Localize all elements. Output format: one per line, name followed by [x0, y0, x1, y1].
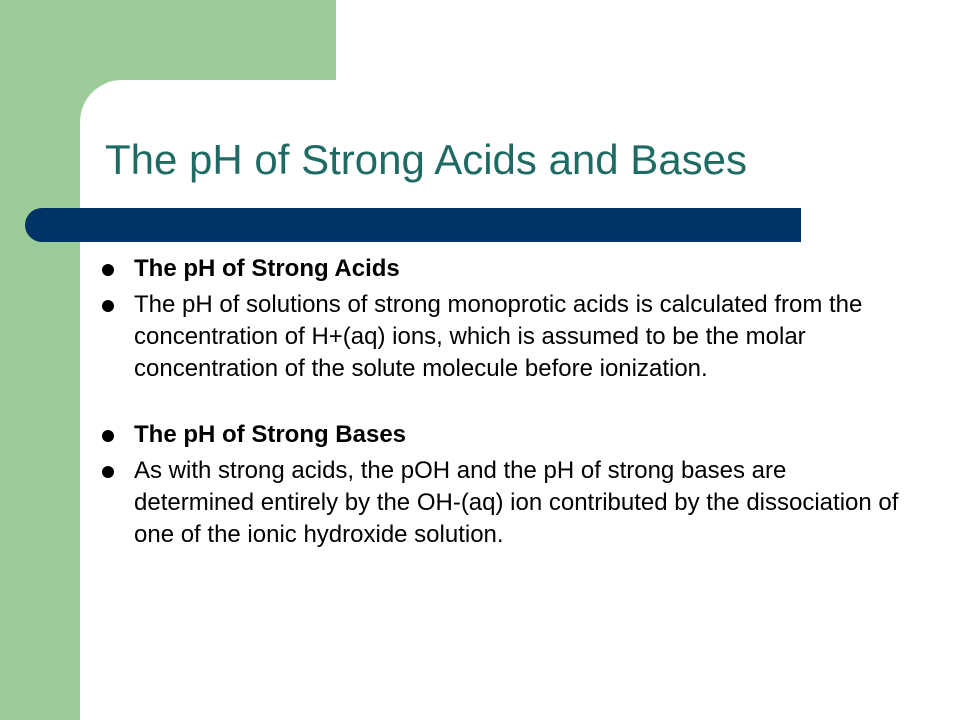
bullet-dot-icon — [102, 430, 114, 442]
bullet-text: The pH of Strong Bases — [134, 421, 407, 448]
bullet-text: The pH of Strong Acids — [134, 255, 400, 282]
slide-title: The pH of Strong Acids and Bases — [105, 136, 748, 183]
title-divider-bar — [25, 208, 801, 242]
bullet-item — [102, 253, 902, 285]
bullet-text: The pH of solutions of strong monoprotic acids is calculated from the concentration of H+(aq) ions, which is assumed to be the molar concentration of the solute molecule before ionization. — [134, 291, 863, 382]
bullet-item — [102, 289, 902, 385]
bullet-dot-icon — [102, 264, 114, 276]
bullet-list — [102, 253, 902, 555]
bullet-dot-icon — [102, 466, 114, 478]
bullet-item — [102, 419, 902, 451]
bullet-item — [102, 455, 902, 551]
bullet-dot-icon — [102, 300, 114, 312]
bullet-text: As with strong acids, the pOH and the pH of strong bases are determined entirely by the OH-(aq) ion contributed by the dissociation of one of the ionic hydroxide solution. — [134, 457, 899, 548]
